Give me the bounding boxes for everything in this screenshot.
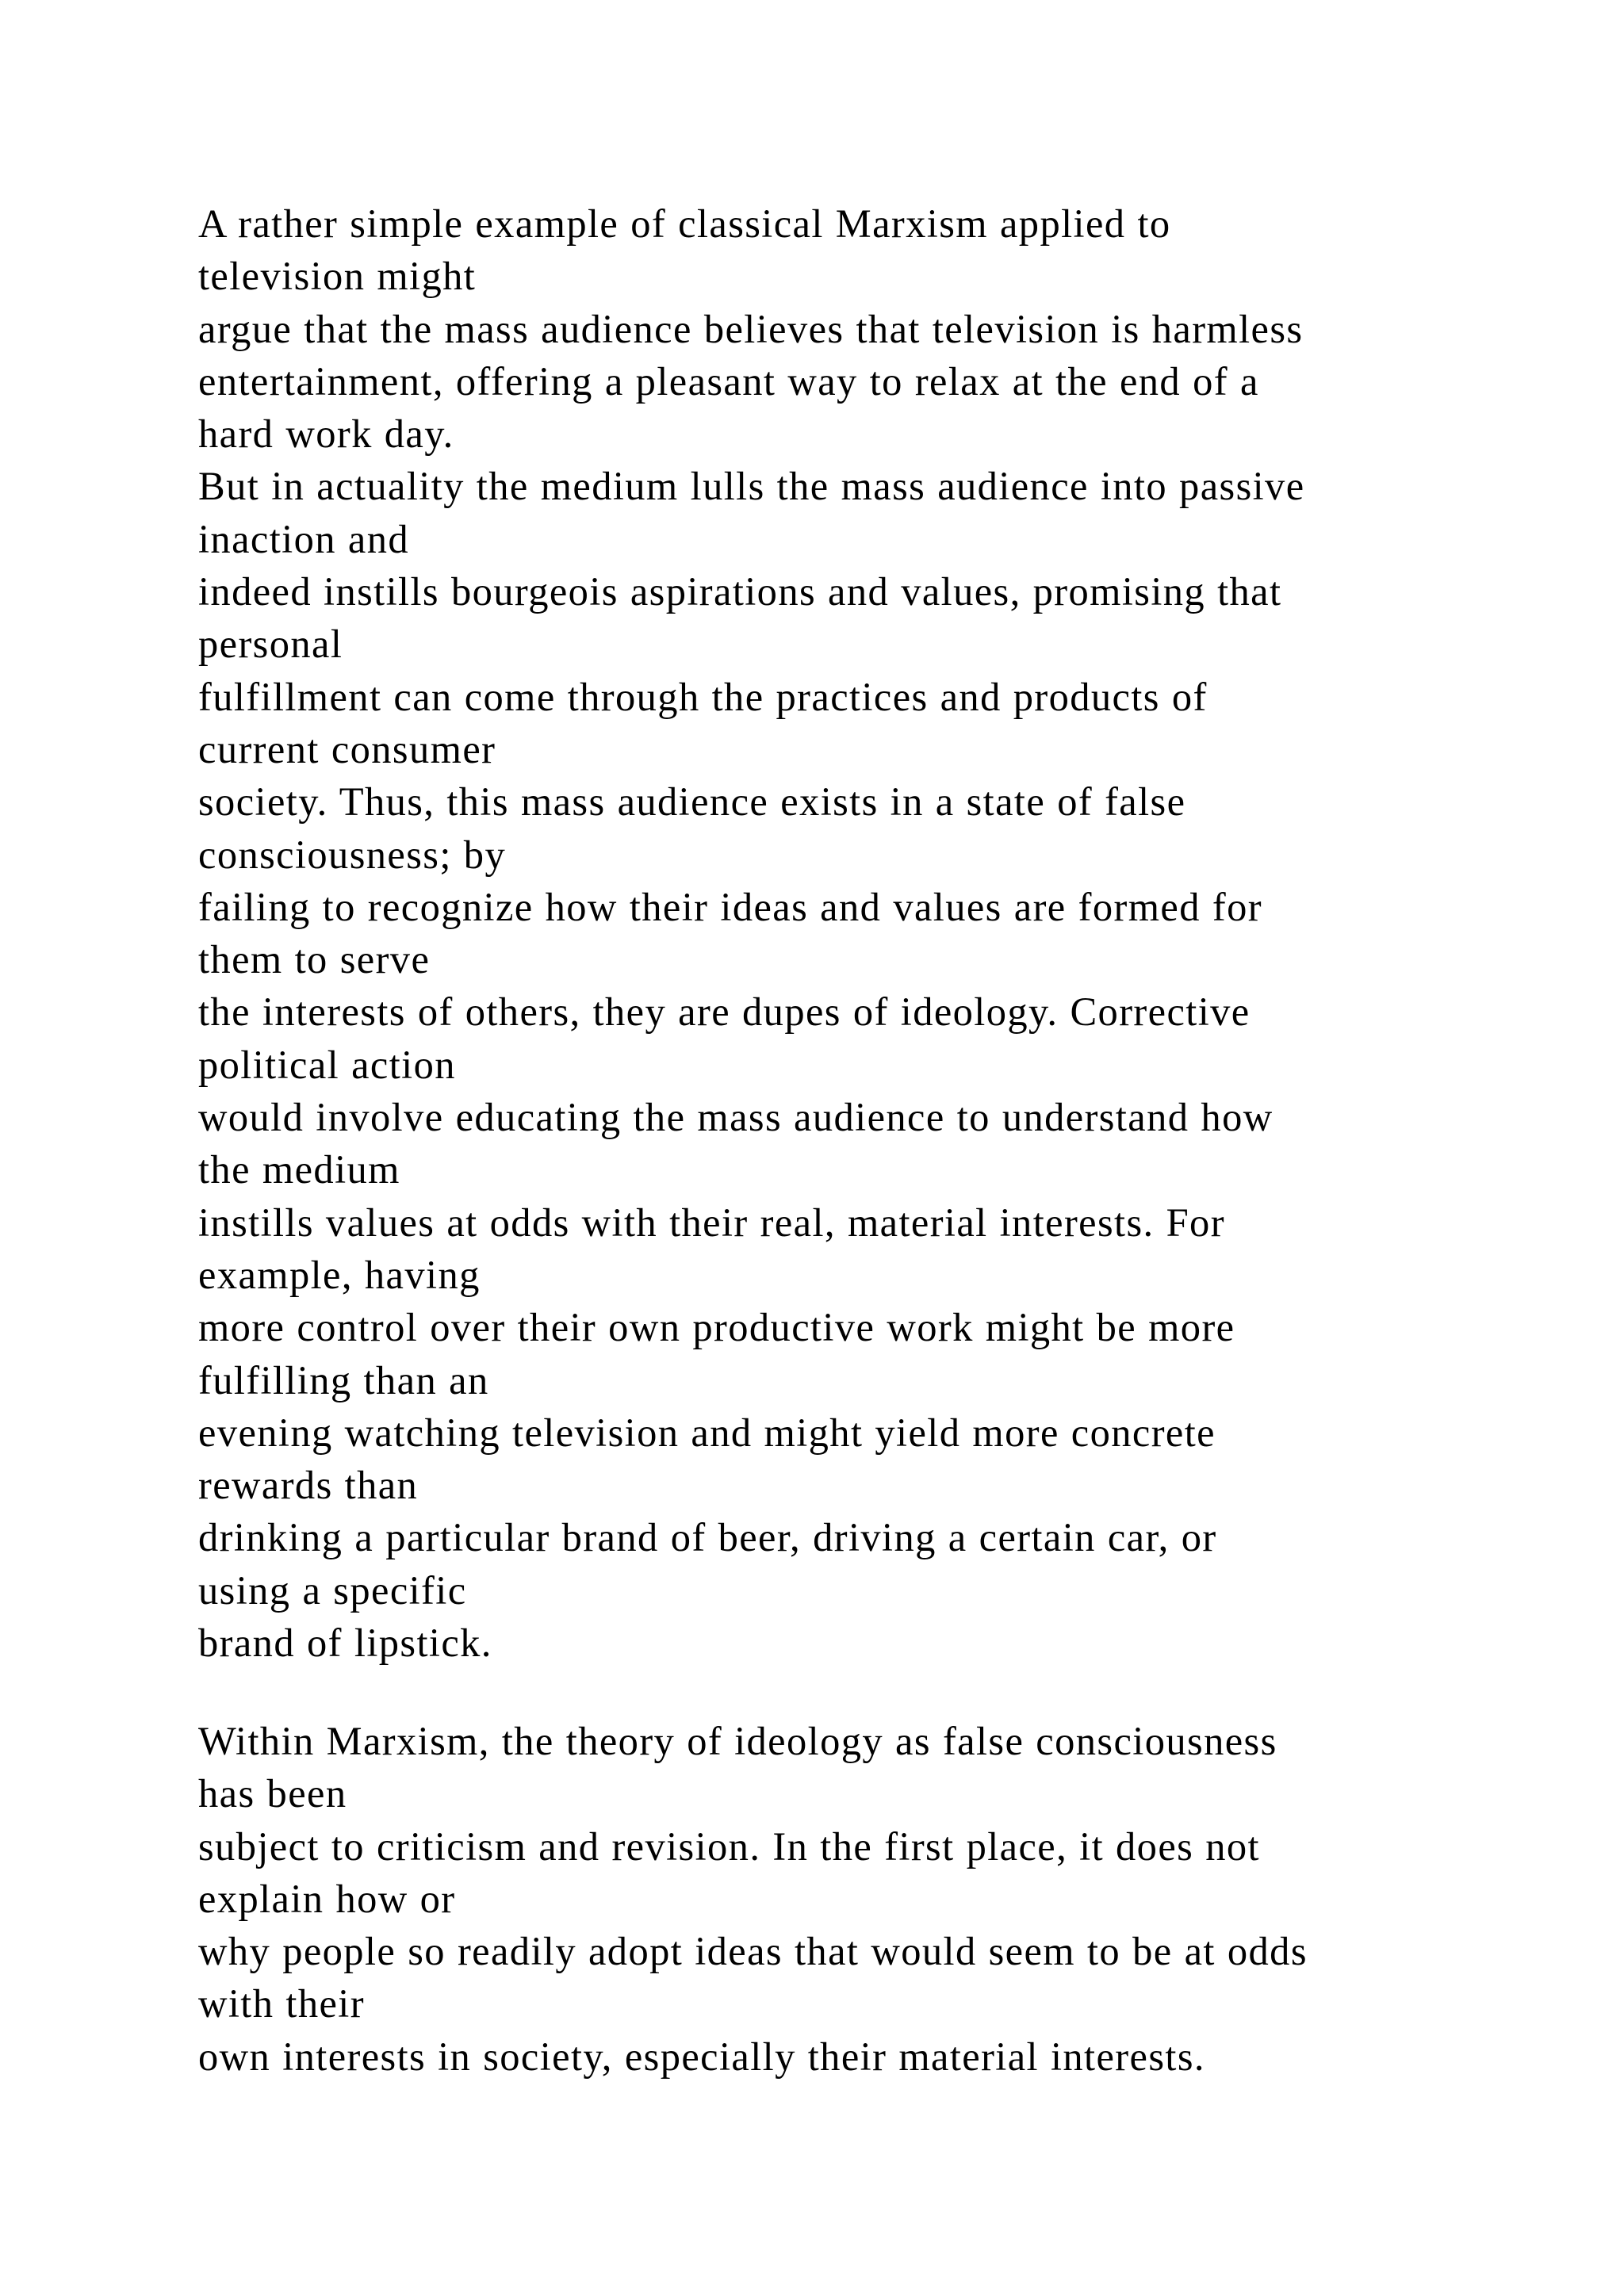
text-line: would involve educating the mass audience to understand how <box>198 1095 1274 1140</box>
text-line: indeed instills bourgeois aspirations and values, promising that <box>198 569 1282 614</box>
text-line: society. Thus, this mass audience exists in a state of false <box>198 779 1186 825</box>
text-line: them to serve <box>198 937 431 982</box>
text-line: example, having <box>198 1252 481 1297</box>
text-line: the medium <box>198 1147 400 1192</box>
text-line: argue that the mass audience believes that television is harmless <box>198 306 1304 351</box>
text-line: But in actuality the medium lulls the mass audience into passive <box>198 464 1305 509</box>
paragraph-2 <box>198 1715 1546 2083</box>
text-line: has been <box>198 1771 347 1816</box>
text-line: own interests in society, especially their material interests. <box>198 2034 1205 2079</box>
text-line: failing to recognize how their ideas and values are formed for <box>198 884 1262 929</box>
text-line: personal <box>198 622 343 667</box>
text-line: using a specific <box>198 1567 467 1613</box>
text-line: hard work day. <box>198 411 454 457</box>
text-line: drinking a particular brand of beer, driving a certain car, or <box>198 1515 1217 1560</box>
text-line: inaction and <box>198 516 410 561</box>
text-line: entertainment, offering a pleasant way to relax at the end of a <box>198 358 1259 404</box>
text-line: television might <box>198 254 477 299</box>
text-line: brand of lipstick. <box>198 1621 492 1666</box>
text-line: instills values at odds with their real, material interests. For <box>198 1200 1225 1245</box>
text-line: subject to criticism and revision. In the first place, it does not <box>198 1823 1260 1869</box>
text-line: the interests of others, they are dupes of ideology. Corrective <box>198 989 1251 1035</box>
text-line: evening watching television and might yield more concrete <box>198 1410 1216 1455</box>
text-line: consciousness; by <box>198 832 507 877</box>
text-line: more control over their own productive work might be more <box>198 1305 1235 1350</box>
text-line: A rather simple example of classical Marxism applied to <box>198 201 1171 246</box>
text-line: political action <box>198 1042 456 1087</box>
paragraph-1 <box>198 197 1546 1669</box>
text-line: current consumer <box>198 726 496 771</box>
text-line: rewards than <box>198 1463 419 1508</box>
text-line: with their <box>198 1981 365 2026</box>
text-line: explain how or <box>198 1876 456 1921</box>
text-line: why people so readily adopt ideas that would seem to be at odds <box>198 1929 1308 1974</box>
text-line: fulfillment can come through the practices and products of <box>198 674 1208 719</box>
text-line: fulfilling than an <box>198 1357 489 1402</box>
text-line: Within Marxism, the theory of ideology as false consciousness <box>198 1719 1277 1763</box>
